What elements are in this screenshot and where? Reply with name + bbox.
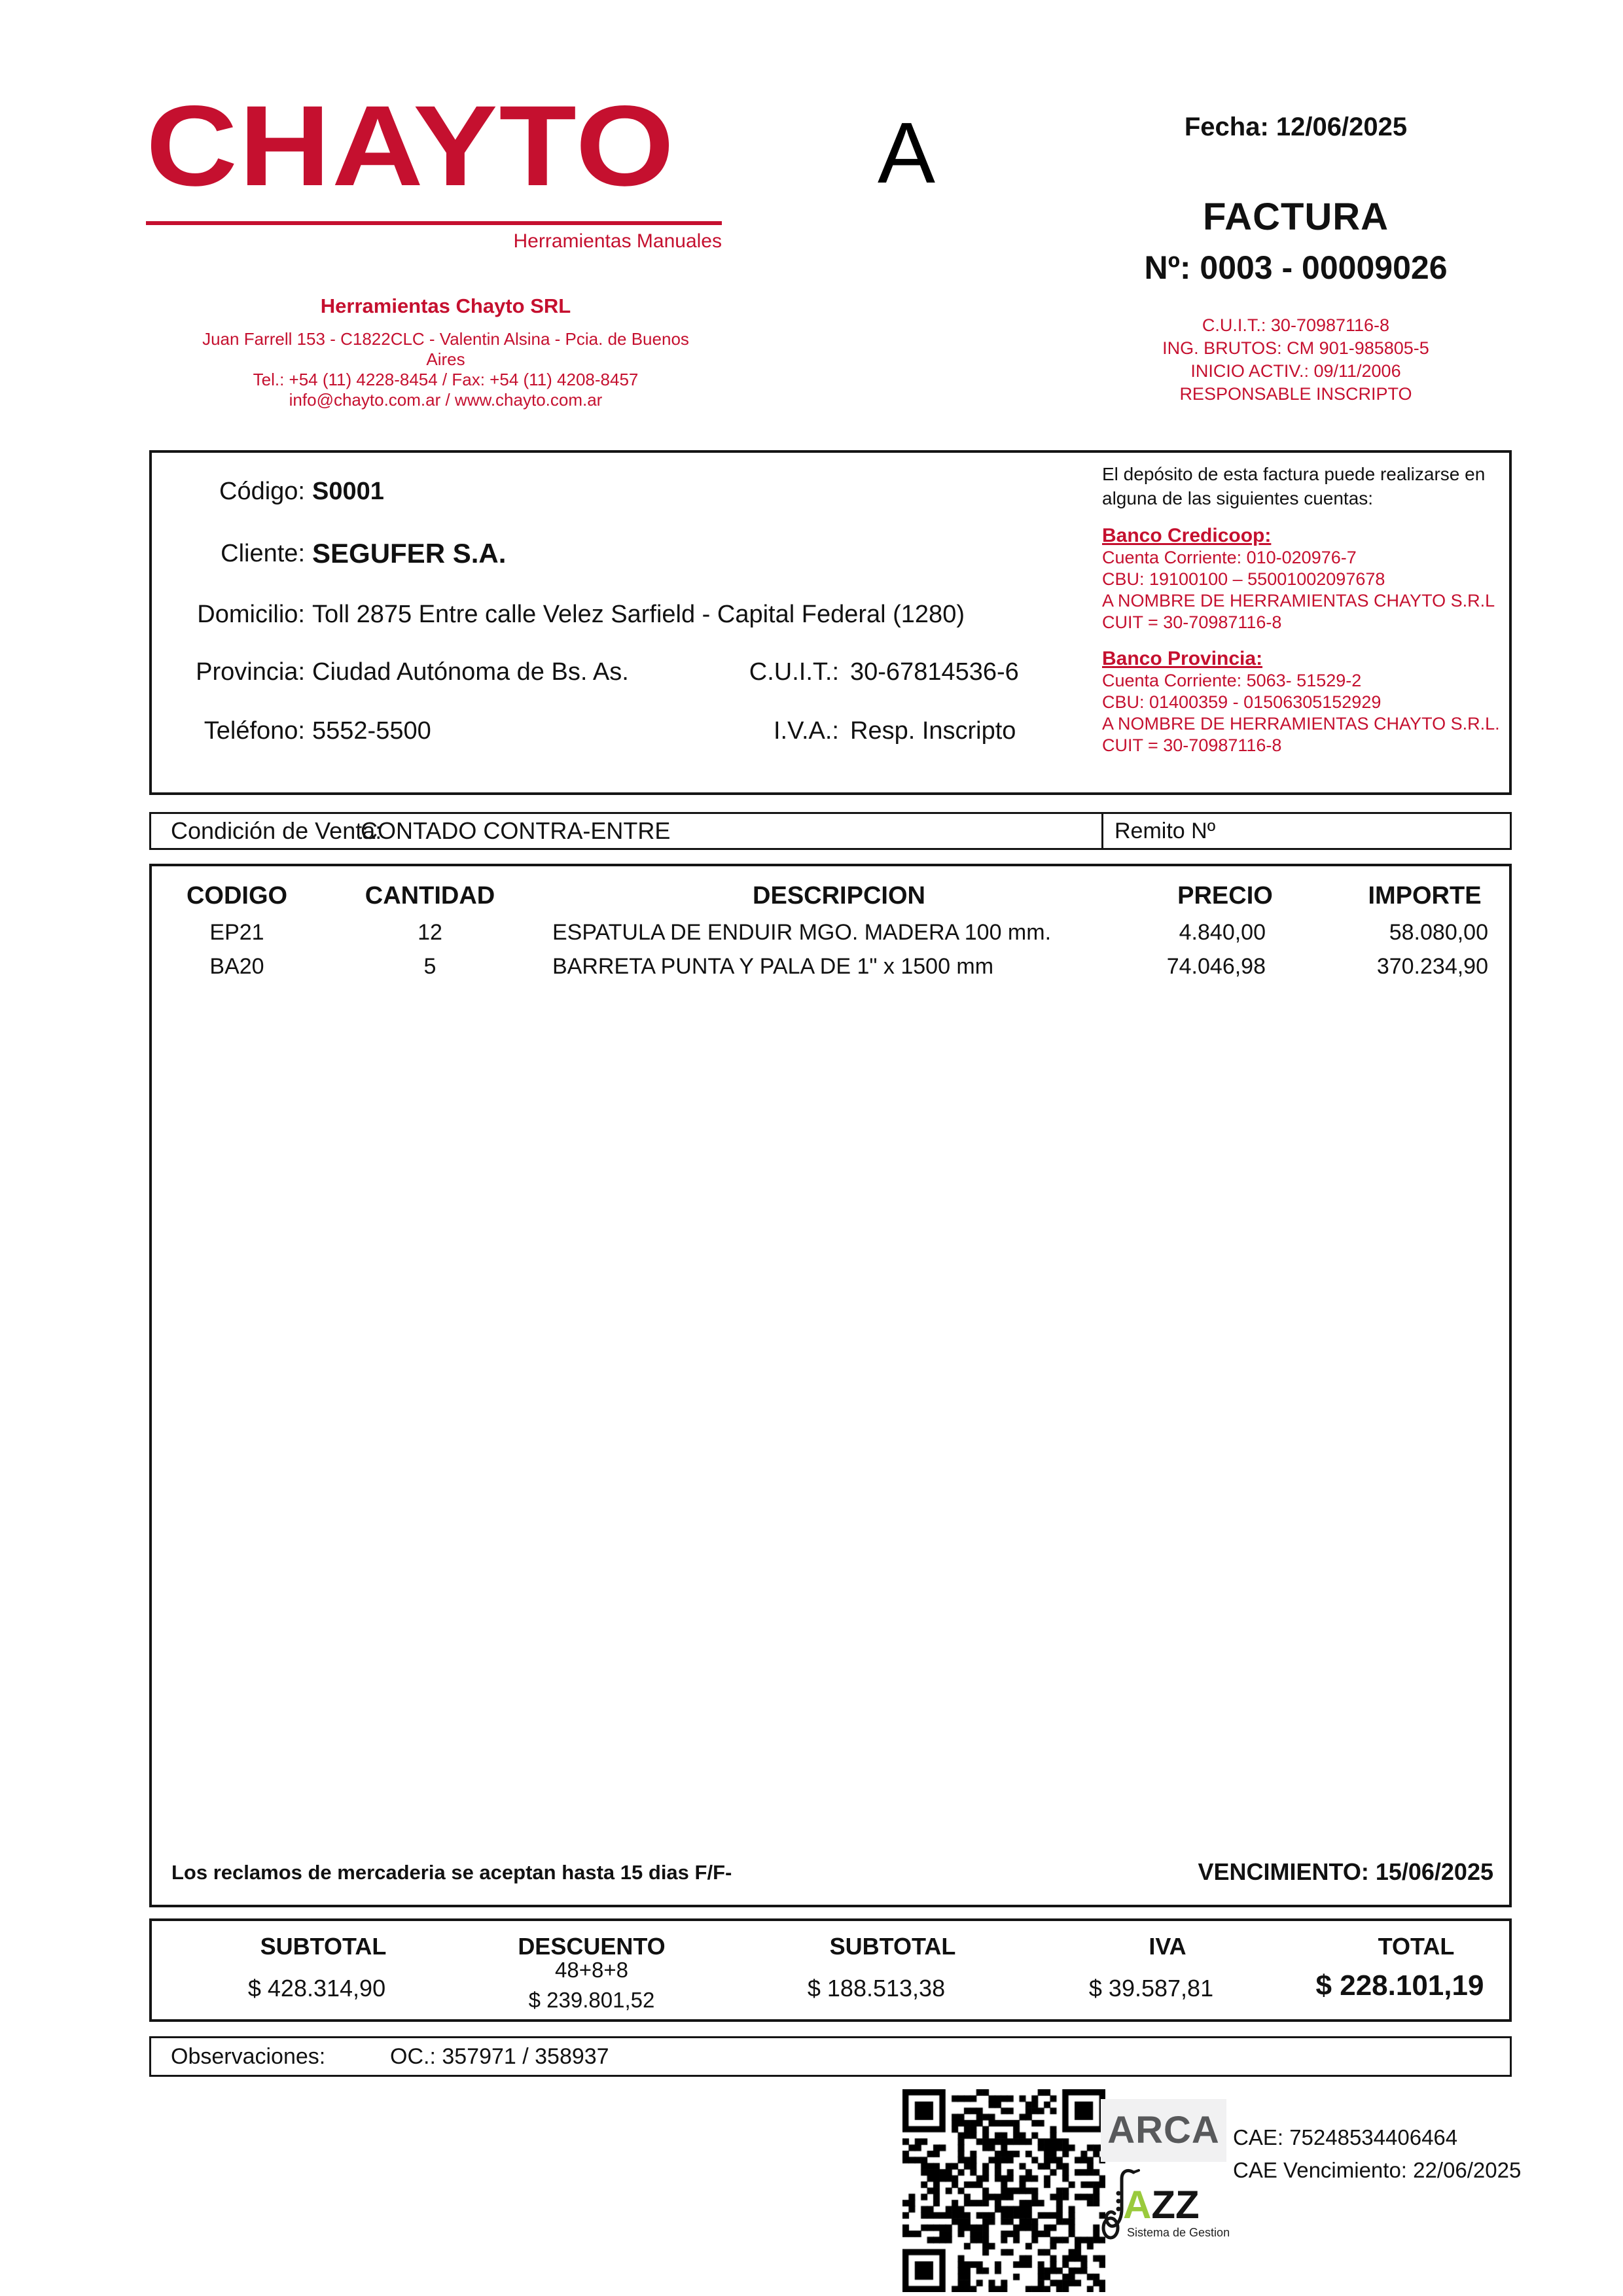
totals-header-subtotal2: SUBTOTAL	[829, 1933, 956, 1960]
provincia-label: Provincia:	[196, 658, 305, 686]
bank-provincia-name: Banco Provincia:	[1102, 648, 1263, 669]
invoice-date: Fecha: 12/06/2025	[1184, 113, 1408, 141]
due-date: VENCIMIENTO: 15/06/2025	[1198, 1858, 1493, 1885]
col-header-descripcion: DESCRIPCION	[753, 882, 925, 910]
observaciones-label: Observaciones:	[171, 2044, 326, 2069]
observaciones-value: OC.: 357971 / 358937	[390, 2044, 609, 2069]
telefono-label: Teléfono:	[204, 717, 305, 745]
fiscal-cuit: C.U.I.T.: 30-70987116-8	[1202, 315, 1390, 335]
logo-tagline: Herramientas Manuales	[513, 230, 722, 252]
item-cantidad: 12	[418, 920, 442, 945]
bank-provincia-cuit: CUIT = 30-70987116-8	[1102, 735, 1282, 755]
totals-header-subtotal1: SUBTOTAL	[260, 1933, 387, 1960]
total-value: $ 228.101,19	[1315, 1969, 1484, 2002]
bank-credicoop-account: Cuenta Corriente: 010-020976-7	[1102, 548, 1357, 567]
company-address-line3: info@chayto.com.ar / www.chayto.com.ar	[289, 390, 603, 410]
observaciones-box	[149, 2036, 1512, 2077]
items-table	[149, 864, 1512, 1907]
descuento-value: $ 239.801,52	[528, 1988, 655, 2012]
bank-credicoop-holder: A NOMBRE DE HERRAMIENTAS CHAYTO S.R.L	[1102, 591, 1495, 610]
provincia-value: Ciudad Autónoma de Bs. As.	[312, 658, 629, 686]
claims-note: Los reclamos de mercaderia se aceptan hasta 15 dias F/F-	[171, 1861, 732, 1884]
bank-provincia-holder: A NOMBRE DE HERRAMIENTAS CHAYTO S.R.L.	[1102, 714, 1500, 733]
col-header-precio: PRECIO	[1177, 882, 1273, 910]
cae-expiry: CAE Vencimiento: 22/06/2025	[1233, 2158, 1522, 2182]
document-type: FACTURA	[1202, 196, 1389, 238]
fiscal-info	[1113, 314, 1479, 406]
item-descripcion: BARRETA PUNTA Y PALA DE 1" x 1500 mm	[552, 954, 994, 979]
bank-provincia-cbu: CBU: 01400359 - 01506305152929	[1102, 692, 1382, 712]
cliente-label: Cliente:	[221, 540, 305, 567]
fiscal-resp-inscripto: RESPONSABLE INSCRIPTO	[1179, 384, 1412, 404]
iva-value: Resp. Inscripto	[850, 717, 1016, 745]
deposit-intro: El depósito de esta factura puede realizarse en alguna de las siguientes cuentas:	[1102, 464, 1486, 508]
item-precio: 74.046,98	[1166, 954, 1266, 979]
bank-credicoop-cuit: CUIT = 30-70987116-8	[1102, 612, 1282, 632]
jazz-letter-a: A	[1123, 2183, 1152, 2227]
cae-number: CAE: 75248534406464	[1233, 2125, 1458, 2149]
customer-box	[149, 450, 1512, 795]
totals-header-descuento: DESCUENTO	[518, 1933, 666, 1960]
telefono-value: 5552-5500	[312, 717, 431, 745]
item-cantidad: 5	[423, 954, 437, 979]
col-header-cantidad: CANTIDAD	[365, 882, 495, 910]
totals-header-total: TOTAL	[1378, 1933, 1455, 1960]
fiscal-ing-brutos: ING. BRUTOS: CM 901-985805-5	[1162, 338, 1429, 358]
totals-header-iva: IVA	[1149, 1933, 1186, 1960]
sale-condition-divider	[1101, 814, 1103, 848]
invoice-type-letter: A	[877, 105, 936, 201]
bank-provincia-account: Cuenta Corriente: 5063- 51529-2	[1102, 671, 1362, 690]
item-importe: 58.080,00	[1389, 920, 1488, 945]
col-header-importe: IMPORTE	[1368, 882, 1482, 910]
jazz-logo	[1101, 2167, 1245, 2246]
cuit-value: 30-67814536-6	[850, 658, 1019, 686]
item-importe: 370.234,90	[1376, 954, 1488, 979]
jazz-logo-subtitle: Sistema de Gestion	[1127, 2226, 1230, 2239]
domicilio-value: Toll 2875 Entre calle Velez Sarfield - Capital Federal (1280)	[312, 601, 965, 628]
bank-credicoop-cbu: CBU: 19100100 – 55001002097678	[1102, 569, 1385, 589]
qr-code	[902, 2089, 1105, 2292]
company-logo: CHAYTO	[146, 82, 676, 210]
invoice-number: Nº: 0003 - 00009026	[1144, 249, 1448, 286]
item-codigo: EP21	[209, 920, 264, 945]
iva-value: $ 39.587,81	[1088, 1975, 1214, 2002]
domicilio-label: Domicilio:	[197, 601, 305, 628]
sale-condition-box	[149, 812, 1512, 850]
bank-credicoop-name: Banco Credicoop:	[1102, 525, 1272, 546]
arca-logo-text: ARCA	[1107, 2109, 1220, 2151]
arca-logo	[1101, 2099, 1226, 2162]
fiscal-inicio-activ: INICIO ACTIV.: 09/11/2006	[1190, 361, 1401, 381]
sale-condition-label: Condición de Venta:	[171, 817, 382, 844]
logo-underline	[146, 221, 722, 225]
col-header-codigo: CODIGO	[186, 882, 288, 910]
iva-label: I.V.A.:	[774, 717, 839, 745]
sale-condition-value: CONTADO CONTRA-ENTRE	[361, 817, 671, 844]
company-address-line2: Tel.: +54 (11) 4228-8454 / Fax: +54 (11) 4208-8457	[253, 370, 639, 389]
company-address-line1: Juan Farrell 153 - C1822CLC - Valentin Alsina - Pcia. de Buenos Aires	[202, 329, 689, 369]
totals-box	[149, 1918, 1512, 2022]
cliente-value: SEGUFER S.A.	[312, 538, 507, 569]
descuento-percent: 48+8+8	[555, 1958, 628, 1982]
company-address	[184, 329, 707, 410]
codigo-label: Código:	[219, 478, 305, 505]
item-precio: 4.840,00	[1179, 920, 1266, 945]
subtotal2-value: $ 188.513,38	[807, 1975, 946, 2002]
item-descripcion: ESPATULA DE ENDUIR MGO. MADERA 100 mm.	[552, 920, 1052, 945]
cuit-label: C.U.I.T.:	[749, 658, 839, 686]
jazz-letters-zz: ZZ	[1151, 2183, 1200, 2227]
codigo-value: S0001	[312, 478, 384, 505]
company-name: Herramientas Chayto SRL	[320, 294, 571, 317]
item-codigo: BA20	[209, 954, 264, 979]
subtotal1-value: $ 428.314,90	[247, 1975, 386, 2002]
remito-label: Remito Nº	[1115, 819, 1216, 843]
jazz-logo-letters	[1123, 2185, 1200, 2225]
deposit-info-panel	[1102, 462, 1503, 756]
